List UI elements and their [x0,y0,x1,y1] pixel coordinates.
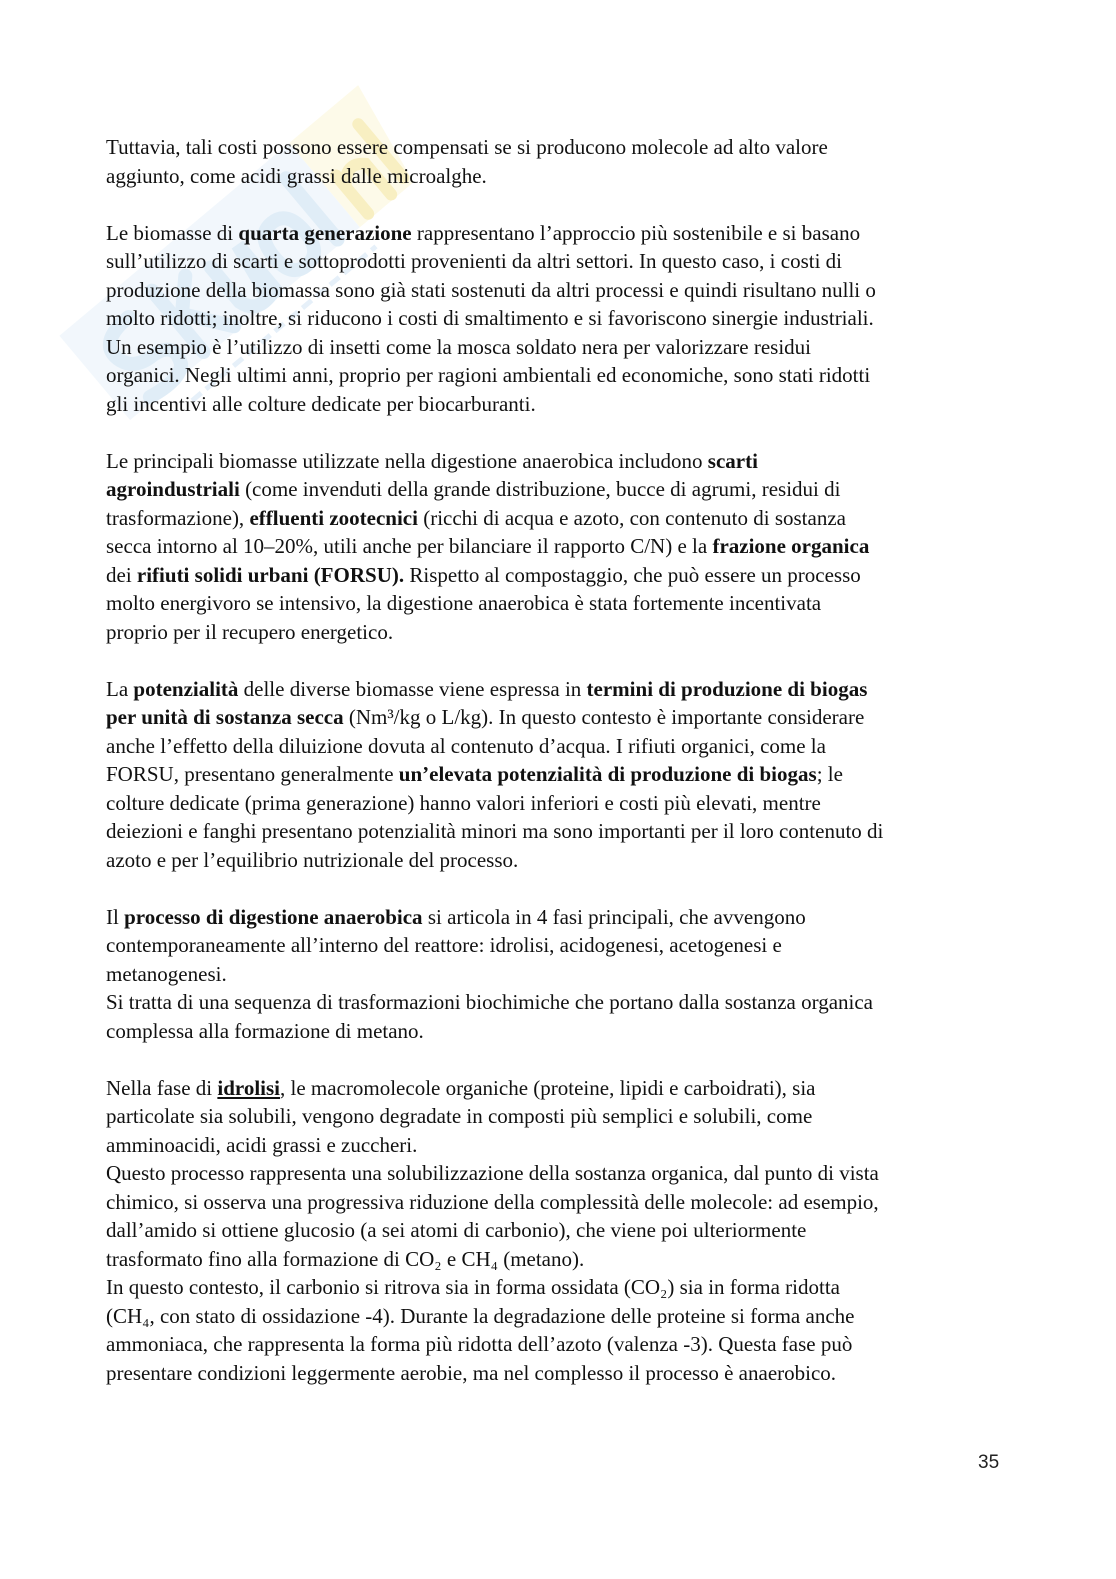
text-line [106,276,1026,305]
blank-line [106,646,1026,675]
text-span: , le macromolecole organiche (proteine, lipidi e carboidrati), sia [280,1075,816,1100]
text-span: dei [106,562,137,587]
text-span: produzione della biomassa sono già stati sostenuti da altri processi e quindi risultano nulli o [106,277,876,302]
text-span: (CH₄, con stato di ossidazione -4). Durante la degradazione delle proteine si forma anche [106,1303,855,1328]
blank-line [106,874,1026,903]
text-span: amminoacidi, acidi grassi e zuccheri. [106,1132,418,1157]
text-line [106,133,1026,162]
text-span: presentare condizioni leggermente aerobie, ma nel complesso il processo è anaerobico. [106,1360,837,1385]
text-span: Le biomasse di [106,220,239,245]
text-span: molto ridotti; inoltre, si riducono i costi di smaltimento e si favoriscono sinergie industriali. [106,306,874,330]
text-span: gli incentivi alle colture dedicate per biocarburanti. [106,391,536,416]
text-line [106,1216,1026,1245]
text-span: complessa alla formazione di metano. [106,1018,424,1043]
text-line [106,1074,1026,1103]
text-span: chimico, si osserva una progressiva riduzione della complessità delle molecole: ad esempio, [106,1189,879,1214]
text-span: dall’amido si ottiene glucosio (a sei atomi di carbonio), che viene poi ulteriormente [106,1218,807,1242]
text-span: (ricchi di acqua e azoto, con contenuto di sostanza [417,505,846,530]
text-line [106,333,1026,362]
text-span: ammoniaca, che rappresenta la forma più ridotta dell’azoto (valenza -3). Questa fase può [106,1332,853,1356]
text-line [106,504,1026,533]
text-line [106,760,1026,789]
text-line [106,1273,1026,1302]
bold-text: un’elevata potenzialità di produzione di biogas [398,762,817,786]
text-line [106,390,1026,419]
text-span: In questo contesto, il carbonio si ritrova sia in forma ossidata (CO₂) sia in forma ridotta [106,1275,840,1299]
text-line [106,1359,1026,1388]
text-span: si articola in 4 fasi principali, che avvengono [422,904,806,929]
text-line [106,1159,1026,1188]
text-line [106,817,1026,846]
text-span: particolate sia solubili, vengono degradate in composti più semplici e solubili, come [106,1104,813,1128]
text-span: metanogenesi. [106,961,227,986]
text-span: rappresentano l’approccio più sostenibile e si basano [411,220,861,245]
text-line [106,988,1026,1017]
text-line [106,561,1026,590]
text-span: contemporaneamente all’interno del reattore: idrolisi, acidogenesi, acetogenesi e [106,933,782,957]
text-span: Tuttavia, tali costi possono essere compensati se si producono molecole ad alto valore [106,135,828,159]
bold-text: termini di produzione di biogas [586,676,868,701]
text-line [106,1131,1026,1160]
text-line [106,1245,1026,1274]
text-span: delle diverse biomasse viene espressa in [238,676,587,701]
text-span: Il [106,904,125,929]
text-span: Questo processo rappresenta una solubilizzazione della sostanza organica, dal punto di vista [106,1161,879,1185]
text-line [106,960,1026,989]
text-line [106,1017,1026,1046]
text-span: ; le [816,762,843,786]
text-span: anche l’effetto della diluizione dovuta al contenuto d’acqua. I rifiuti organici, come la [106,733,826,758]
text-span: Le principali biomasse utilizzate nella digestione anaerobica includono [106,448,708,473]
text-span: trasformazione), [106,505,250,530]
document-body [106,133,1026,1387]
text-span: trasformato fino alla formazione di CO₂ e CH₄ (metano). [106,1246,585,1271]
text-span: (Nm³/kg o L/kg). In questo contesto è importante considerare [343,705,865,729]
text-span: Si tratta di una sequenza di trasformazioni biochimiche che portano dalla sostanza organica [106,990,874,1014]
bold-text: scarti [707,448,758,473]
text-line [106,475,1026,504]
bold-text: agroindustriali [106,477,240,501]
text-line [106,618,1026,647]
text-line [106,732,1026,761]
text-line [106,903,1026,932]
bold-text: idrolisi [217,1075,281,1100]
blank-line [106,1045,1026,1074]
text-line [106,1102,1026,1131]
page-number: 35 [978,1452,1000,1473]
text-span: organici. Negli ultimi anni, proprio per ragioni ambientali ed economiche, sono stati ridotti [106,363,871,387]
text-span: Nella fase di [106,1075,218,1100]
text-line [106,162,1026,191]
text-line [106,789,1026,818]
text-line [106,304,1026,333]
text-span: La [106,676,134,701]
text-span: FORSU, presentano generalmente [106,762,399,786]
bold-text: frazione organica [712,534,870,558]
text-span: colture dedicate (prima generazione) hanno valori inferiori e costi più elevati, mentre [106,790,821,815]
text-line [106,219,1026,248]
text-span: Rispetto al compostaggio, che può essere un processo [404,562,861,587]
text-line [106,931,1026,960]
bold-text: processo di digestione anaerobica [124,904,423,929]
text-line [106,1188,1026,1217]
bold-text: potenzialità [133,676,239,701]
text-span: sull’utilizzo di scarti e sottoprodotti provenienti da altri settori. In questo caso, i costi di [106,249,843,273]
text-span: proprio per il recupero energetico. [106,619,394,644]
text-line [106,447,1026,476]
text-line [106,1302,1026,1331]
text-span: azoto e per l’equilibrio nutrizionale del processo. [106,847,519,872]
text-line [106,675,1026,704]
text-span: (come invenduti della grande distribuzione, bucce di agrumi, residui di [239,477,841,501]
text-line [106,589,1026,618]
text-span: deiezioni e fanghi presentano potenzialità minori ma sono importanti per il loro contenuto di [106,819,884,843]
blank-line [106,418,1026,447]
text-line [106,361,1026,390]
text-line [106,846,1026,875]
bold-text: effluenti zootecnici [249,505,418,530]
text-span: molto energivoro se intensivo, la digestione anaerobica è stata fortemente incentivata [106,591,822,615]
text-line [106,247,1026,276]
blank-line [106,190,1026,219]
text-line [106,1330,1026,1359]
text-line [106,532,1026,561]
text-span: Un esempio è l’utilizzo di insetti come la mosca soldato nera per valorizzare residui [106,334,811,359]
bold-text: per unità di sostanza secca [106,705,344,729]
text-line [106,703,1026,732]
text-span: secca intorno al 10–20%, utili anche per bilanciare il rapporto C/N) e la [106,534,713,558]
bold-text: rifiuti solidi urbani (FORSU). [136,562,405,587]
bold-text: quarta generazione [238,220,412,245]
text-span: aggiunto, come acidi grassi dalle microalghe. [106,163,487,188]
